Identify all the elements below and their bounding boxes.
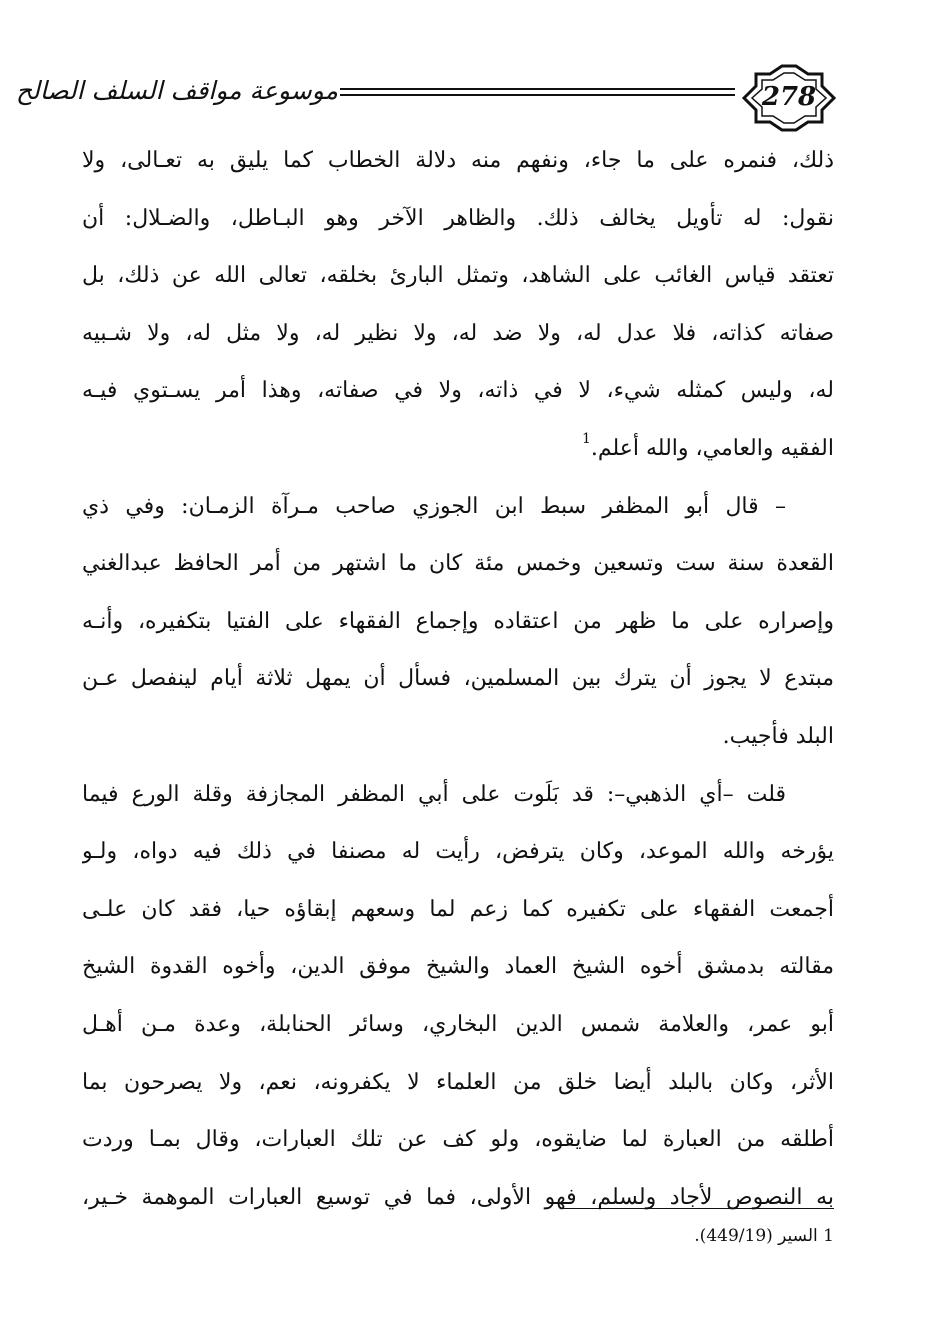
paragraph-1	[82, 132, 834, 478]
text-line: أبو عمر، والعلامة شمس الدين البخاري، وسائر الحنابلة، وعدة مـن أهـل	[82, 1011, 834, 1037]
paragraph-3	[82, 766, 834, 1227]
text-line: مقالته بدمشق أخوه الشيخ العماد والشيخ موفق الدين، وأخوه القدوة الشيخ	[82, 954, 834, 980]
text-line: ذلك، فنمره على ما جاء، ونفهم منه دلالة الخطاب كما يليق به تعـالى، ولا	[82, 148, 834, 173]
text-line: تعتقد قياس الغائب على الشاهد، وتمثل البارئ بخلقه، تعالى الله عن ذلك، بل	[82, 263, 834, 289]
text-line: نقول: له تأويل يخالف ذلك. والظاهر الآخر وهو البـاطل، والضـلال: أن	[82, 205, 834, 231]
text-line: البلد فأجيب.	[722, 723, 834, 749]
text-line-content: الفقيه والعامي، والله أعلم.	[590, 435, 834, 461]
paragraph-2	[82, 478, 834, 766]
text-line: القعدة سنة ست وتسعين وخمس مئة كان ما اشتهر من أمر الحافظ عبدالغني	[82, 551, 834, 577]
footnote-number: 1	[823, 1226, 834, 1246]
footnote	[400, 1222, 834, 1250]
text-line: له، وليس كمثله شيء، لا في ذاته، ولا في صفاته، وهذا أمر يسـتوي فيـه	[82, 378, 834, 404]
page-number-badge	[740, 62, 838, 134]
text-line: – قال أبو المظفر سبط ابن الجوزي صاحب مـرآة الزمـان: وفي ذي	[82, 493, 786, 519]
page-header	[15, 62, 838, 134]
text-line: أجمعت الفقهاء على تكفيره كما زعم لما وسعهم إبقاؤه حيا، فقد كان علـى	[82, 896, 834, 922]
footnote-text: السير (449/19).	[694, 1226, 818, 1246]
text-line: به النصوص لأجاد ولسلم، فهو الأولى، فما في توسيع العبارات الموهمة خـير،	[82, 1184, 834, 1210]
footnote-reference[interactable]: 1	[581, 430, 591, 447]
text-line: صفاته كذاته، فلا عدل له، ولا ضد له، ولا نظير له، ولا مثل له، ولا شـبيه	[82, 320, 834, 346]
text-line: يؤرخه والله الموعد، وكان يترفض، رأيت له مصنفا في ذلك فيه دواه، ولـو	[82, 839, 834, 865]
text-line: وإصراره على ما ظهر من اعتقاده وإجماع الفقهاء على الفتيا بتكفيره، وأنـه	[82, 608, 834, 634]
footnote-divider	[562, 1208, 834, 1209]
page-number: 278	[761, 82, 817, 112]
text-line: مبتدع لا يجوز أن يترك بين المسلمين، فسأل أن يمهل ثلاثة أيام لينفصل عـن	[82, 666, 834, 692]
book-title: موسوعة مواقف السلف الصالح	[15, 76, 338, 105]
text-line: أطلقه من العبارة لما ضايقوه، ولو كف عن تلك العبارات، وقال بمـا وردت	[82, 1127, 834, 1153]
header-double-rule	[340, 86, 735, 98]
text-line-last	[82, 420, 834, 478]
text-line: قلت –أي الذهبي–: قد بَلَوت على أبي المظفر المجازفة وقلة الورع فيما	[82, 781, 786, 807]
main-text	[82, 132, 834, 1226]
text-line: الأثر، وكان بالبلد أيضا خلق من العلماء لا يكفرونه، نعم، ولا يصرحون بما	[82, 1069, 834, 1095]
